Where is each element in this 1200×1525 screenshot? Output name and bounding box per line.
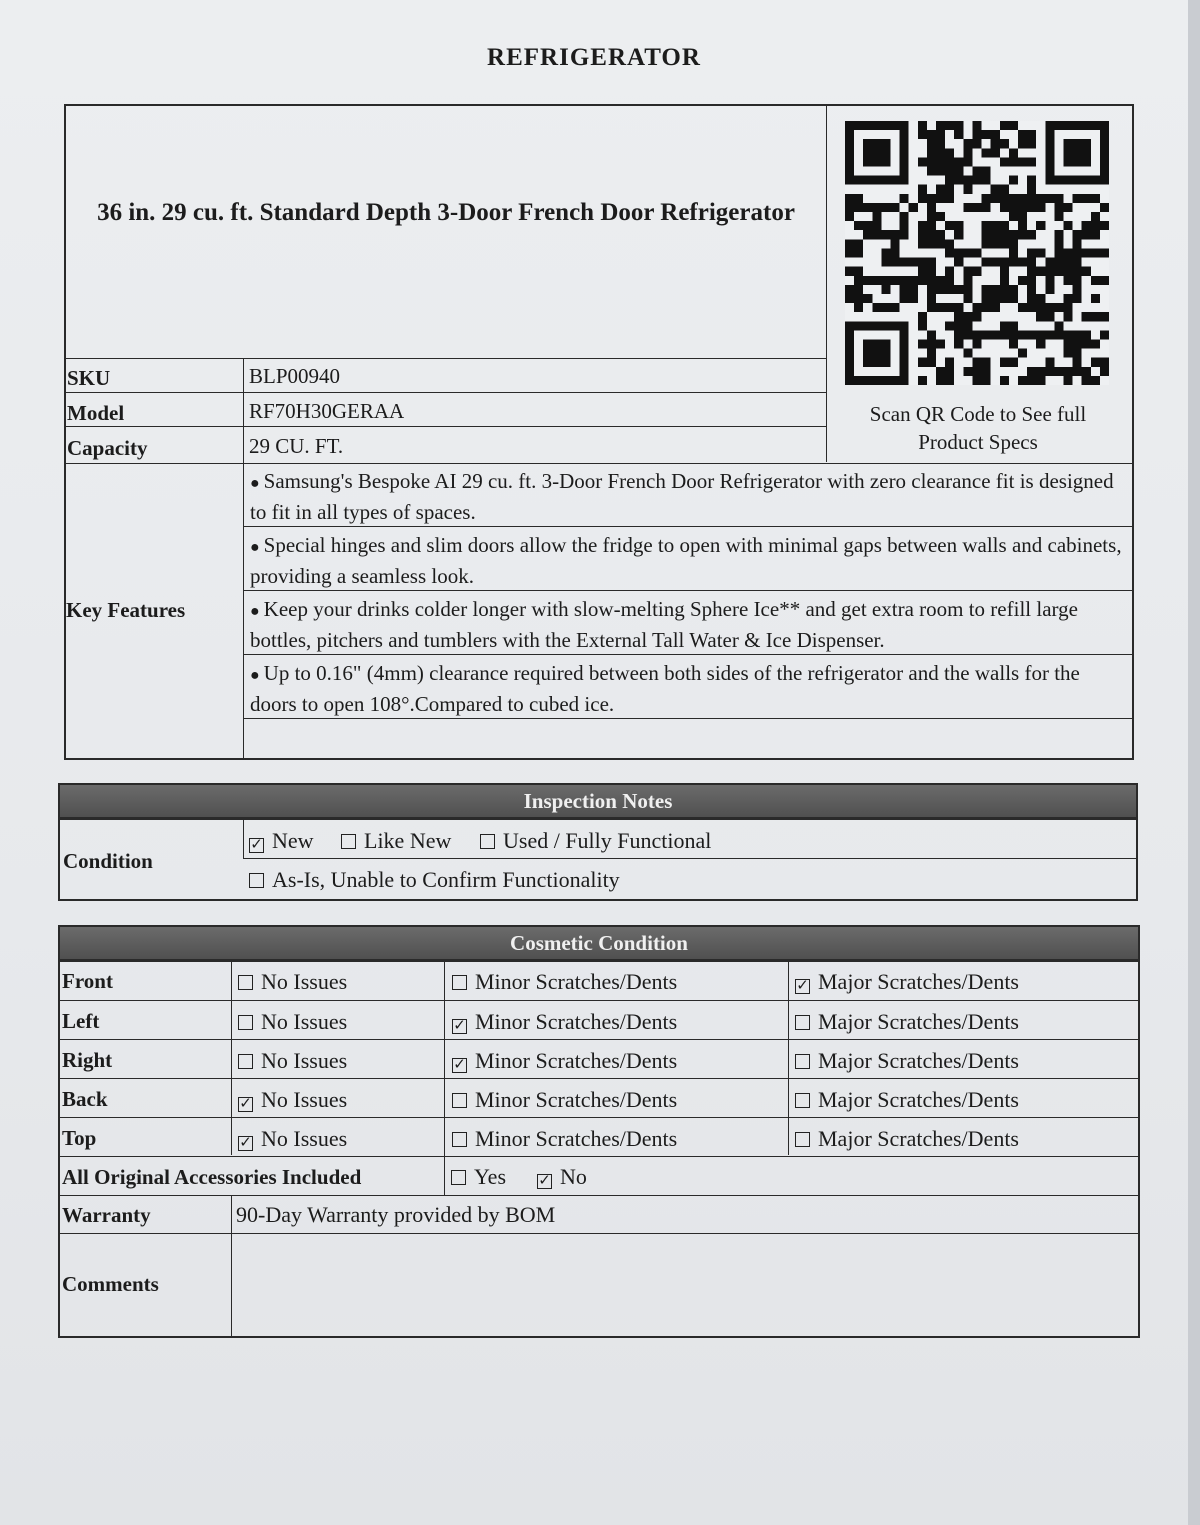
cosmetic-row-line bbox=[58, 1078, 1140, 1079]
checkbox[interactable] bbox=[795, 1054, 810, 1069]
checkbox[interactable] bbox=[249, 873, 264, 888]
cosmetic-side-back bbox=[62, 1087, 108, 1112]
checkbox[interactable] bbox=[452, 975, 467, 990]
document-title: REFRIGERATOR bbox=[487, 44, 701, 71]
side-label: Left bbox=[62, 1009, 100, 1033]
accessories-no[interactable]: ✓ No bbox=[538, 1164, 587, 1189]
comments-label: Comments bbox=[62, 1272, 159, 1296]
checkbox[interactable]: ✓ bbox=[453, 1055, 466, 1073]
checkbox[interactable]: ✓ bbox=[250, 835, 263, 853]
checkbox[interactable]: ✓ bbox=[796, 976, 809, 994]
cosmetic-option-minor[interactable]: ✓ Minor Scratches/Dents bbox=[453, 1048, 678, 1073]
model-label: Model bbox=[67, 401, 125, 425]
condition-option-used[interactable]: Used / Fully Functional bbox=[480, 828, 711, 854]
capacity-value: 29 CU. FT. bbox=[249, 434, 344, 458]
cosmetic-label-divider bbox=[231, 960, 232, 1155]
cosmetic-side-front bbox=[62, 969, 113, 994]
checkbox[interactable] bbox=[341, 834, 356, 849]
feature-item: ● Keep your drinks colder longer with slow-melting Sphere Ice** and get extra room to refill large bottles, pitchers and tumblers with the External Tall Water & Ice Dispenser. bbox=[250, 597, 1078, 652]
qr-caption: Scan QR Code to See full Product Specs bbox=[869, 402, 1087, 454]
checkbox[interactable] bbox=[451, 1170, 466, 1185]
condition-label: Condition bbox=[63, 849, 153, 873]
cosmetic-option-minor[interactable]: ✓ Minor Scratches/Dents bbox=[453, 1009, 678, 1034]
side-label: Front bbox=[62, 969, 113, 993]
sku-row bbox=[64, 358, 827, 393]
sku-label: SKU bbox=[67, 366, 111, 390]
checkbox[interactable] bbox=[480, 834, 495, 849]
condition-option-new[interactable]: ✓ New bbox=[250, 828, 314, 853]
condition-option-as-is[interactable]: As-Is, Unable to Confirm Functionality bbox=[249, 867, 620, 893]
warranty-label: Warranty bbox=[62, 1203, 151, 1227]
feature-item: ● Samsung's Bespoke AI 29 cu. ft. 3-Door French Door Refrigerator with zero clearance fit is designed to fit in all types of spaces. bbox=[250, 469, 1114, 524]
cosmetic-option-no-issues[interactable]: No Issues bbox=[238, 969, 347, 995]
cosmetic-option-no-issues[interactable]: No Issues bbox=[238, 1048, 347, 1074]
cosmetic-row-line bbox=[58, 1156, 1140, 1157]
model-value: RF70H30GERAA bbox=[249, 399, 405, 423]
comments-value[interactable] bbox=[240, 1245, 1130, 1330]
checkbox[interactable] bbox=[795, 1015, 810, 1030]
side-label: Back bbox=[62, 1087, 108, 1111]
cosmetic-option-minor[interactable]: Minor Scratches/Dents bbox=[452, 1126, 677, 1152]
cosmetic-side-left bbox=[62, 1009, 99, 1034]
cosmetic-option-major[interactable]: Major Scratches/Dents bbox=[795, 1126, 1019, 1152]
sku-value: BLP00940 bbox=[249, 364, 341, 388]
cosmetic-side-top bbox=[62, 1126, 96, 1151]
cosmetic-option-minor[interactable]: Minor Scratches/Dents bbox=[452, 969, 677, 995]
cosmetic-side-right bbox=[62, 1048, 112, 1073]
side-label: Top bbox=[62, 1126, 97, 1150]
checkbox[interactable] bbox=[238, 1054, 253, 1069]
checkbox[interactable] bbox=[238, 1015, 253, 1030]
qr-code-icon[interactable] bbox=[845, 121, 1109, 385]
cosmetic-option-major[interactable]: Major Scratches/Dents bbox=[795, 1009, 1019, 1035]
warranty-divider bbox=[231, 1195, 232, 1338]
cosmetic-option-major[interactable]: Major Scratches/Dents bbox=[795, 1048, 1019, 1074]
feature-item: ● Up to 0.16" (4mm) clearance required between both sides of the refrigerator and the walls for the doors to open 108°.Compared to cubed ice. bbox=[250, 661, 1080, 716]
cosmetic-row-line bbox=[58, 1117, 1140, 1118]
checkbox[interactable] bbox=[795, 1132, 810, 1147]
checkbox[interactable]: ✓ bbox=[239, 1133, 252, 1151]
cosmetic-row-line bbox=[58, 1000, 1140, 1001]
model-row bbox=[64, 392, 827, 427]
checkbox[interactable] bbox=[795, 1093, 810, 1108]
side-label: Right bbox=[62, 1048, 113, 1072]
checkbox[interactable]: ✓ bbox=[538, 1171, 551, 1189]
checkbox[interactable]: ✓ bbox=[453, 1016, 466, 1034]
cosmetic-option-major[interactable]: ✓ Major Scratches/Dents bbox=[796, 969, 1019, 994]
product-name: 36 in. 29 cu. ft. Standard Depth 3-Door French Door Refrigerator bbox=[97, 199, 795, 226]
cosmetic-row-line bbox=[58, 1195, 1140, 1196]
checkbox[interactable] bbox=[452, 1093, 467, 1108]
checkbox[interactable] bbox=[452, 1132, 467, 1147]
accessories-yes[interactable]: Yes bbox=[451, 1164, 506, 1190]
condition-option-like-new[interactable]: Like New bbox=[341, 828, 451, 854]
accessories-label: All Original Accessories Included bbox=[62, 1165, 362, 1189]
cosmetic-row-line bbox=[58, 1233, 1140, 1234]
cosmetic-condition-header: Cosmetic Condition bbox=[58, 925, 1140, 961]
cosmetic-option-major[interactable]: Major Scratches/Dents bbox=[795, 1087, 1019, 1113]
checkbox[interactable] bbox=[238, 975, 253, 990]
checkbox[interactable]: ✓ bbox=[239, 1094, 252, 1112]
warranty-value: 90-Day Warranty provided by BOM bbox=[236, 1202, 556, 1227]
cosmetic-col-divider bbox=[788, 960, 789, 1155]
capacity-label: Capacity bbox=[67, 436, 148, 460]
key-features-label: Key Features bbox=[66, 598, 186, 622]
cosmetic-option-no-issues[interactable]: No Issues bbox=[238, 1009, 347, 1035]
cosmetic-option-no-issues[interactable]: ✓ No Issues bbox=[239, 1087, 348, 1112]
cosmetic-option-minor[interactable]: Minor Scratches/Dents bbox=[452, 1087, 677, 1113]
cosmetic-option-no-issues[interactable]: ✓ No Issues bbox=[239, 1126, 348, 1151]
feature-item: ● Special hinges and slim doors allow the fridge to open with minimal gaps between walls and cabinets, providing a seamless look. bbox=[250, 533, 1122, 588]
cosmetic-row-line bbox=[58, 1039, 1140, 1040]
inspection-notes-header: Inspection Notes bbox=[58, 783, 1138, 819]
